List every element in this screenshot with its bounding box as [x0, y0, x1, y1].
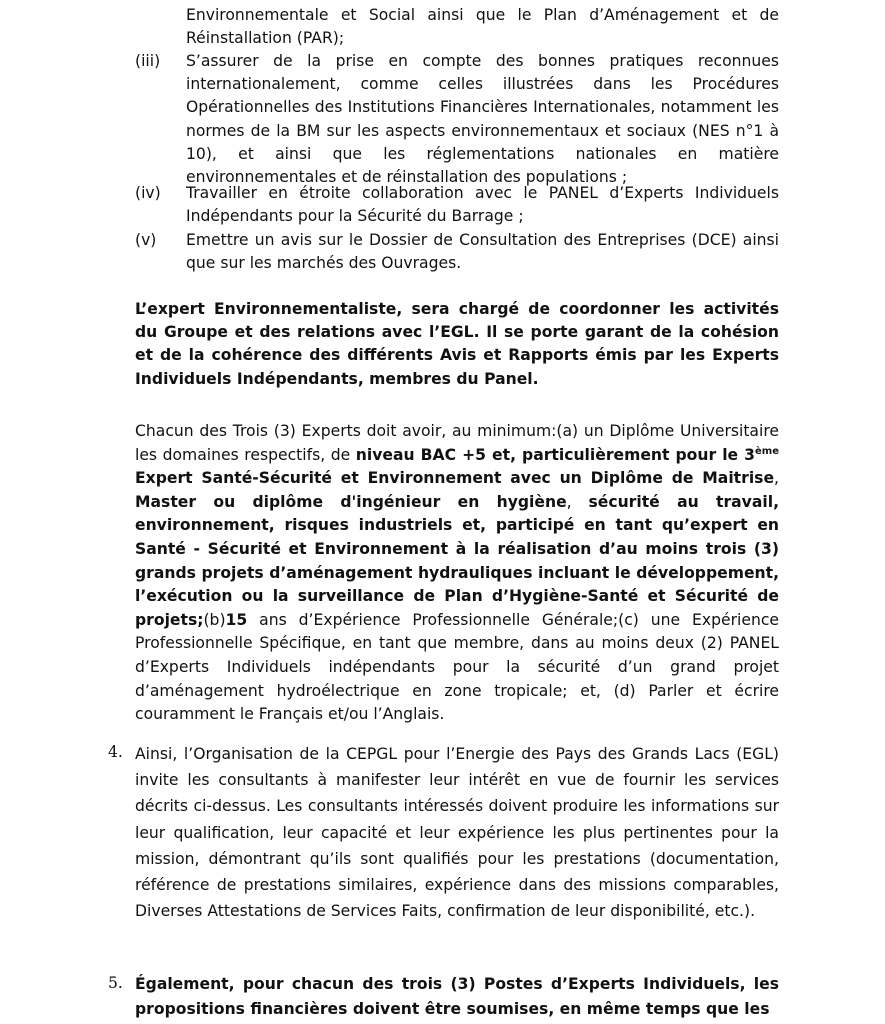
section-5-paragraph: Également, pour chacun des trois (3) Postes d’Experts Individuels, les propositions financières doivent être soumises, en même temps que les — [135, 975, 779, 1018]
list-marker: (iii) — [135, 52, 161, 70]
section-4-paragraph: Ainsi, l’Organisation de la CEPGL pour l’Energie des Pays des Grands Lacs (EGL) invite les consultants à manifester leur intérêt en vue de fournir les services décrits ci-dessus. Les consultants intéressés doivent produire les informations sur leur qualification, leur capacité et leur expérience les plus pertinentes pour la mission, démontrant qu’ils sont qualifiés pour les prestations (documentation, référence de prestations similaires, expérience dans des missions comparables, Diverses Attestations de Services Faits, confirmation de leur disponibilité, etc.). — [135, 745, 779, 921]
section-number: 4. — [108, 743, 123, 761]
requirements-bold: sécurité au travail, environnement, risques industriels et, participé en tant qu’expert en Santé - Sécurité et Environnement à la réalisation d’au moins trois (3) grands projets d’aménagement hydrauliques incluant le développement, l’exécution ou la surveillance de Plan d’Hygiène-Santé et Sécurité de projets; — [135, 492, 779, 629]
list-marker: (iv) — [135, 184, 161, 202]
list-item-text: Emettre un avis sur le Dossier de Consultation des Entreprises (DCE) ainsi que sur les marchés des Ouvrages. — [186, 231, 779, 273]
requirements-bold: Expert Santé-Sécurité et Environnement avec un Diplôme de Maitrise — [135, 469, 775, 488]
requirements-text: Chacun des Trois (3) Experts doit avoir, au minimum:(a) un Diplôme Universitaire les domaines respectifs, de — [135, 422, 779, 464]
requirements-bold: 15 — [225, 610, 248, 629]
requirements-superscript: ème — [755, 445, 779, 457]
requirements-text: , — [774, 469, 779, 488]
requirements-text: , — [566, 492, 589, 511]
requirements-bold: niveau BAC +5 et, particulièrement pour le 3 — [355, 445, 756, 464]
requirements-bold: Master ou diplôme d'ingénieur en hygiène — [135, 492, 567, 511]
requirements-paragraph — [135, 420, 779, 727]
requirements-text: ans d’Expérience Professionnelle Générale;(c) une Expérience Professionnelle Spécifique, en tant que membre, dans au moins deux (2) PANEL d’Experts Individuels indépendants pour la sécurité d’un grand projet d’aménagement hydroélectrique en zone tropicale; et, (d) Parler et écrire couramment le Français et/ou l’Anglais. — [135, 610, 779, 724]
list-item-text: S’assurer de la prise en compte des bonnes pratiques reconnues internationalement, comme celles illustrées dans les Procédures Opérationnelles des Institutions Financières Internationales, notamment les normes de la BM sur les aspects environnementaux et sociaux (NES n°1 à 10), et ainsi que les réglementations nationales en matière environnementales et de réinstallation des populations ; — [186, 52, 779, 187]
list-item-text: Travailler en étroite collaboration avec le PANEL d’Experts Individuels Indépendants pour la Sécurité du Barrage ; — [186, 184, 779, 226]
list-item-continuation: Environnementale et Social ainsi que le Plan d’Aménagement et de Réinstallation (PAR); — [186, 6, 779, 48]
coordinator-paragraph: L’expert Environnementaliste, sera chargé de coordonner les activités du Groupe et des relations avec l’EGL. Il se porte garant de la cohésion et de la cohérence des différents Avis et Rapports émis par les Experts Individuels Indépendants, membres du Panel. — [135, 300, 779, 388]
requirements-text: (b) — [203, 610, 226, 629]
list-marker: (v) — [135, 231, 157, 249]
section-number: 5. — [108, 974, 123, 992]
